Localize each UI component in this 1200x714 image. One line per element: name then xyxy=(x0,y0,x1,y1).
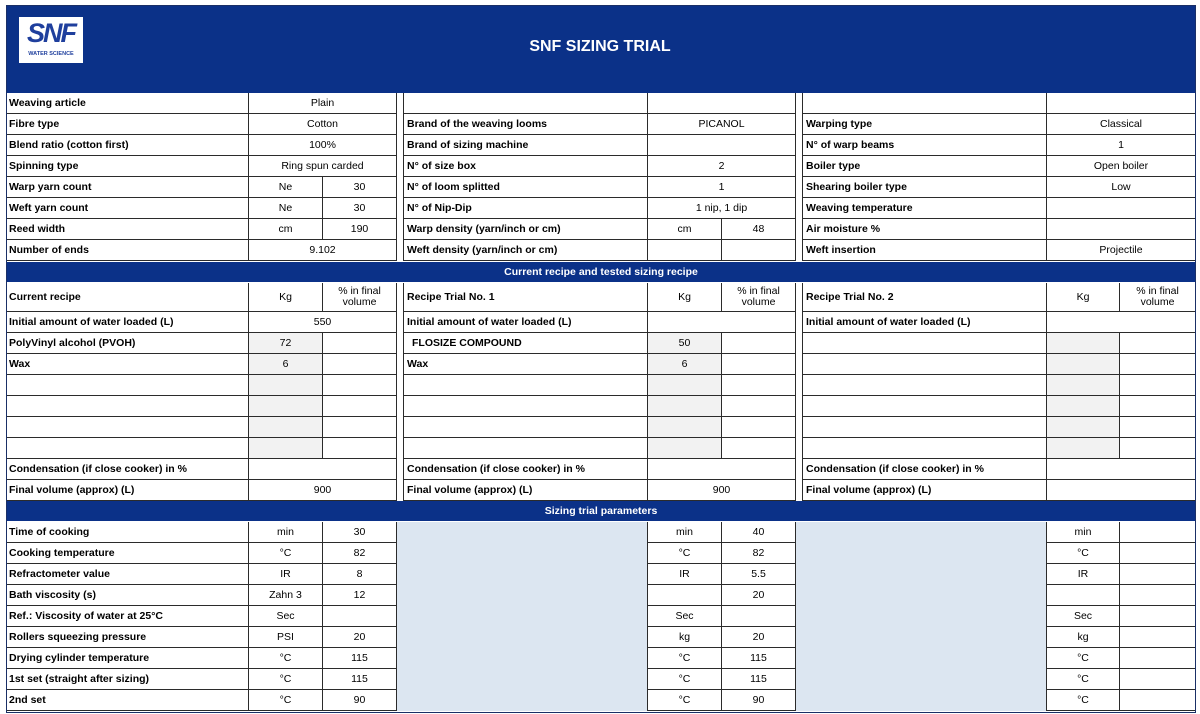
general-unit: Ne xyxy=(249,198,323,219)
param-value[interactable]: 115 xyxy=(722,669,796,690)
param-unit: °C xyxy=(249,669,323,690)
logo-subtext: WATER SCIENCE xyxy=(28,51,74,57)
general-value[interactable]: 48 xyxy=(722,219,796,240)
general-label: N° of Nip-Dip xyxy=(404,198,648,219)
general-label: Weft yarn count xyxy=(6,198,249,219)
final-volume-label: Final volume (approx) (L) xyxy=(803,480,1047,501)
kg-header: Kg xyxy=(249,283,323,312)
water-value[interactable]: 550 xyxy=(249,312,397,333)
general-label: Warping type xyxy=(803,114,1047,135)
general-unit: cm xyxy=(249,219,323,240)
param-value[interactable]: 20 xyxy=(722,585,796,606)
param-value[interactable]: 115 xyxy=(323,648,397,669)
param-unit: IR xyxy=(1047,564,1120,585)
general-label: Warp yarn count xyxy=(6,177,249,198)
general-value[interactable]: 2 xyxy=(648,156,796,177)
general-value[interactable]: Low xyxy=(1047,177,1196,198)
param-unit: °C xyxy=(249,648,323,669)
general-label: Air moisture % xyxy=(803,219,1047,240)
param-unit: °C xyxy=(648,690,722,711)
param-label: Rollers squeezing pressure xyxy=(6,627,249,648)
ingredient-kg[interactable]: 6 xyxy=(648,354,722,375)
sheet-frame xyxy=(6,5,1196,713)
recipe-title: Current recipe xyxy=(6,283,249,312)
param-unit: kg xyxy=(648,627,722,648)
param-value[interactable]: 82 xyxy=(722,543,796,564)
param-value[interactable]: 90 xyxy=(722,690,796,711)
recipe-title: Recipe Trial No. 1 xyxy=(404,283,648,312)
general-label: Blend ratio (cotton first) xyxy=(6,135,249,156)
param-label: Refractometer value xyxy=(6,564,249,585)
param-unit: °C xyxy=(1047,690,1120,711)
ingredient-kg[interactable]: 72 xyxy=(249,333,323,354)
param-value[interactable]: 82 xyxy=(323,543,397,564)
param-label: 2nd set xyxy=(6,690,249,711)
recipe-section-title: Current recipe and tested sizing recipe xyxy=(6,262,1196,282)
param-value[interactable]: 20 xyxy=(323,627,397,648)
general-label: N° of size box xyxy=(404,156,648,177)
page-title: SNF SIZING TRIAL xyxy=(529,38,671,55)
percent-header: % in final volume xyxy=(1120,283,1196,312)
param-unit: °C xyxy=(1047,543,1120,564)
percent-header: % in final volume xyxy=(323,283,397,312)
general-label: Warp density (yarn/inch or cm) xyxy=(404,219,648,240)
general-label: Brand of sizing machine xyxy=(404,135,648,156)
param-label: Time of cooking xyxy=(6,522,249,543)
general-value[interactable]: 1 xyxy=(648,177,796,198)
general-label: Number of ends xyxy=(6,240,249,261)
kg-header: Kg xyxy=(648,283,722,312)
general-value[interactable]: Classical xyxy=(1047,114,1196,135)
general-value[interactable]: Open boiler xyxy=(1047,156,1196,177)
param-value[interactable]: 115 xyxy=(722,648,796,669)
general-value[interactable]: 100% xyxy=(249,135,397,156)
param-unit: Sec xyxy=(1047,606,1120,627)
general-value[interactable]: 190 xyxy=(323,219,397,240)
params-section-title: Sizing trial parameters xyxy=(6,501,1196,521)
param-unit: °C xyxy=(249,690,323,711)
param-unit: IR xyxy=(249,564,323,585)
general-label: N° of loom splitted xyxy=(404,177,648,198)
ingredient-name[interactable]: Wax xyxy=(6,354,249,375)
final-volume-label: Final volume (approx) (L) xyxy=(404,480,648,501)
general-label: Boiler type xyxy=(803,156,1047,177)
percent-header: % in final volume xyxy=(722,283,796,312)
water-label: Initial amount of water loaded (L) xyxy=(6,312,249,333)
general-value[interactable]: Projectile xyxy=(1047,240,1196,261)
param-unit: °C xyxy=(1047,648,1120,669)
condensation-label: Condensation (if close cooker) in % xyxy=(803,459,1047,480)
param-unit: min xyxy=(249,522,323,543)
condensation-label: Condensation (if close cooker) in % xyxy=(404,459,648,480)
general-label: Weft insertion xyxy=(803,240,1047,261)
ingredient-kg[interactable]: 6 xyxy=(249,354,323,375)
general-label: Fibre type xyxy=(6,114,249,135)
param-value[interactable]: 90 xyxy=(323,690,397,711)
general-value[interactable]: Ring spun carded xyxy=(249,156,397,177)
param-value[interactable]: 8 xyxy=(323,564,397,585)
logo-text: SNF xyxy=(27,18,75,48)
param-label: Ref.: Viscosity of water at 25°C xyxy=(6,606,249,627)
general-label: Reed width xyxy=(6,219,249,240)
general-value[interactable]: Cotton xyxy=(249,114,397,135)
general-value[interactable]: 30 xyxy=(323,177,397,198)
general-label: Weaving article xyxy=(6,93,249,114)
param-unit: °C xyxy=(1047,669,1120,690)
param-label: 1st set (straight after sizing) xyxy=(6,669,249,690)
general-label: Brand of the weaving looms xyxy=(404,114,648,135)
general-value[interactable]: PICANOL xyxy=(648,114,796,135)
general-value[interactable]: 1 xyxy=(1047,135,1196,156)
water-label: Initial amount of water loaded (L) xyxy=(803,312,1047,333)
general-value[interactable]: 1 nip, 1 dip xyxy=(648,198,796,219)
param-label: Drying cylinder temperature xyxy=(6,648,249,669)
ingredient-name[interactable]: FLOSIZE COMPOUND xyxy=(404,333,648,354)
ingredient-name[interactable]: Wax xyxy=(404,354,648,375)
param-value[interactable]: 40 xyxy=(722,522,796,543)
general-value[interactable]: 30 xyxy=(323,198,397,219)
param-unit: Sec xyxy=(648,606,722,627)
ingredient-kg[interactable]: 50 xyxy=(648,333,722,354)
kg-header: Kg xyxy=(1047,283,1120,312)
param-value[interactable]: 12 xyxy=(323,585,397,606)
param-unit: min xyxy=(1047,522,1120,543)
general-value[interactable]: Plain xyxy=(249,93,397,114)
param-unit: Sec xyxy=(249,606,323,627)
param-label: Cooking temperature xyxy=(6,543,249,564)
ingredient-name[interactable]: PolyVinyl alcohol (PVOH) xyxy=(6,333,249,354)
recipe-title: Recipe Trial No. 2 xyxy=(803,283,1047,312)
general-unit: Ne xyxy=(249,177,323,198)
param-unit: IR xyxy=(648,564,722,585)
param-unit: kg xyxy=(1047,627,1120,648)
general-unit: cm xyxy=(648,219,722,240)
param-value[interactable]: 115 xyxy=(323,669,397,690)
general-label: Weft density (yarn/inch or cm) xyxy=(404,240,648,261)
final-volume-label: Final volume (approx) (L) xyxy=(6,480,249,501)
param-unit: min xyxy=(648,522,722,543)
param-value[interactable]: 5.5 xyxy=(722,564,796,585)
general-label: Weaving temperature xyxy=(803,198,1047,219)
param-unit: °C xyxy=(648,543,722,564)
param-unit: PSI xyxy=(249,627,323,648)
water-label: Initial amount of water loaded (L) xyxy=(404,312,648,333)
param-unit: Zahn 3 xyxy=(249,585,323,606)
param-value[interactable]: 20 xyxy=(722,627,796,648)
param-value[interactable]: 30 xyxy=(323,522,397,543)
param-label: Bath viscosity (s) xyxy=(6,585,249,606)
general-label: N° of warp beams xyxy=(803,135,1047,156)
final-volume-value[interactable]: 900 xyxy=(648,480,796,501)
general-label: Spinning type xyxy=(6,156,249,177)
general-value[interactable]: 9.102 xyxy=(249,240,397,261)
final-volume-value[interactable]: 900 xyxy=(249,480,397,501)
param-unit: °C xyxy=(249,543,323,564)
param-unit: °C xyxy=(648,648,722,669)
general-label: Shearing boiler type xyxy=(803,177,1047,198)
param-unit: °C xyxy=(648,669,722,690)
condensation-label: Condensation (if close cooker) in % xyxy=(6,459,249,480)
